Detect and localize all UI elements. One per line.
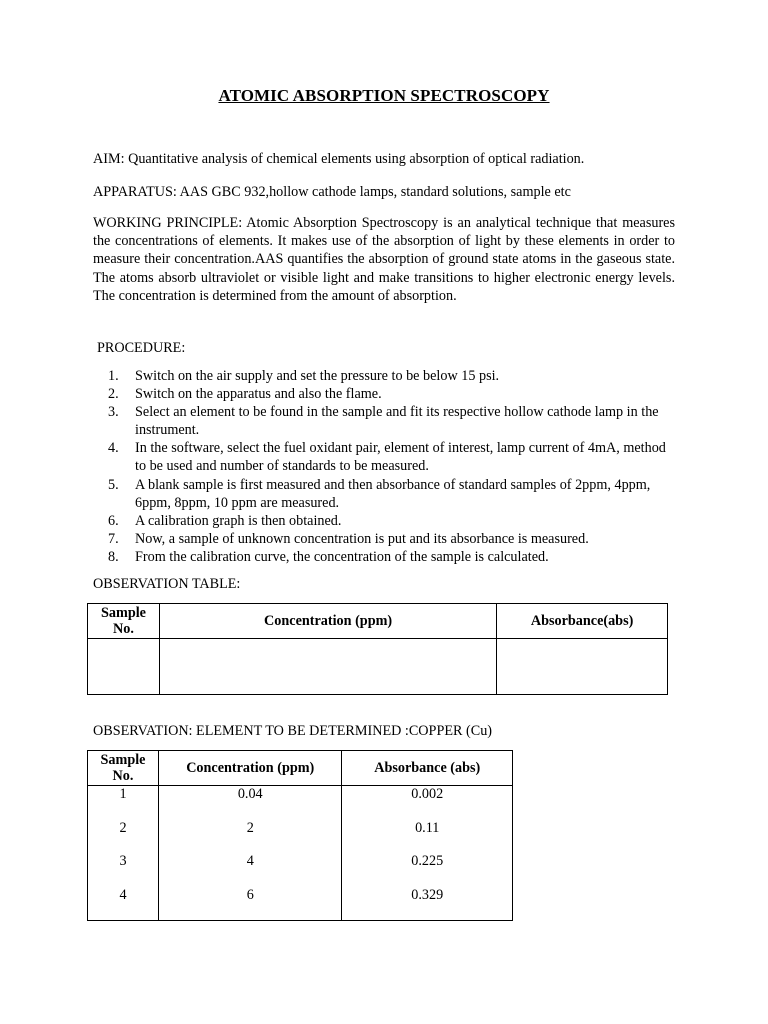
table-cell <box>497 639 668 695</box>
page-title: ATOMIC ABSORPTION SPECTROSCOPY <box>218 86 550 105</box>
sample-no-cell: 1 <box>88 786 159 820</box>
absorbance-cell: 0.225 <box>342 853 513 887</box>
working-principle-text: WORKING PRINCIPLE: Atomic Absorption Spectroscopy is an analytical technique that measures the concentrations of elements. It makes use of the absorption of light by these elements in order to measure their concentration.AAS quantifies the absorption of ground state atoms in the gaseous state. The atoms absorb ultraviolet or visible light and make transitions to higher electronic energy levels. The concentration is determined from the amount of absorption. <box>93 215 675 304</box>
procedure-step: 5. A blank sample is first measured and then absorbance of standard samples of 2ppm, 4ppm, 6ppm, 8ppm, 10 ppm are measured. <box>108 476 651 511</box>
observation-table-empty <box>87 603 668 695</box>
table-row <box>88 786 513 820</box>
sample-no-cell: 2 <box>88 820 159 853</box>
procedure-step: 8. From the calibration curve, the concentration of the sample is calculated. <box>108 548 549 565</box>
sample-no-cell: 4 <box>88 887 159 921</box>
table-header-absorbance: Absorbance(abs) <box>497 604 668 639</box>
table-cell <box>159 639 496 695</box>
procedure-step: 1. Switch on the air supply and set the pressure to be below 15 psi. <box>108 368 500 384</box>
procedure-list <box>108 367 676 566</box>
absorbance-cell: 0.329 <box>342 887 513 921</box>
concentration-cell: 2 <box>158 820 342 853</box>
table-header-concentration: Concentration (ppm) <box>159 604 496 639</box>
table-header-sample-no: Sample No. <box>88 604 160 639</box>
procedure-step: 7. Now, a sample of unknown concentration is put and its absorbance is measured. <box>108 530 589 547</box>
table-row <box>88 853 513 887</box>
aim-text: AIM: Quantitative analysis of chemical elements using absorption of optical radiation. <box>93 151 585 167</box>
concentration-cell: 0.04 <box>158 786 342 820</box>
table-cell <box>88 639 160 695</box>
sample-no-cell: 3 <box>88 853 159 887</box>
table-header-absorbance: Absorbance (abs) <box>342 751 513 786</box>
apparatus-text: APPARATUS: AAS GBC 932,hollow cathode lamps, standard solutions, sample etc <box>93 184 571 200</box>
concentration-cell: 4 <box>158 853 342 887</box>
table-header-concentration: Concentration (ppm) <box>158 751 342 786</box>
table-row <box>88 887 513 921</box>
procedure-step: 3. Select an element to be found in the sample and fit its respective hollow cathode lamp in the instrument. <box>108 404 659 439</box>
observation-heading: OBSERVATION: ELEMENT TO BE DETERMINED :COPPER (Cu) <box>93 723 493 739</box>
procedure-step: 4. In the software, select the fuel oxidant pair, element of interest, lamp current of 4mA, method to be used and number of standards to be measured. <box>108 440 666 475</box>
concentration-cell: 6 <box>158 887 342 921</box>
table-row <box>88 820 513 853</box>
absorbance-cell: 0.002 <box>342 786 513 820</box>
copper-observation-table <box>87 750 513 921</box>
absorbance-cell: 0.11 <box>342 820 513 853</box>
table-header-sample-no: Sample No. <box>88 751 159 786</box>
observation-table-heading: OBSERVATION TABLE: <box>93 576 241 592</box>
procedure-step: 6. A calibration graph is then obtained. <box>108 512 342 529</box>
procedure-step: 2. Switch on the apparatus and also the flame. <box>108 386 382 403</box>
procedure-heading: PROCEDURE: <box>97 340 186 356</box>
